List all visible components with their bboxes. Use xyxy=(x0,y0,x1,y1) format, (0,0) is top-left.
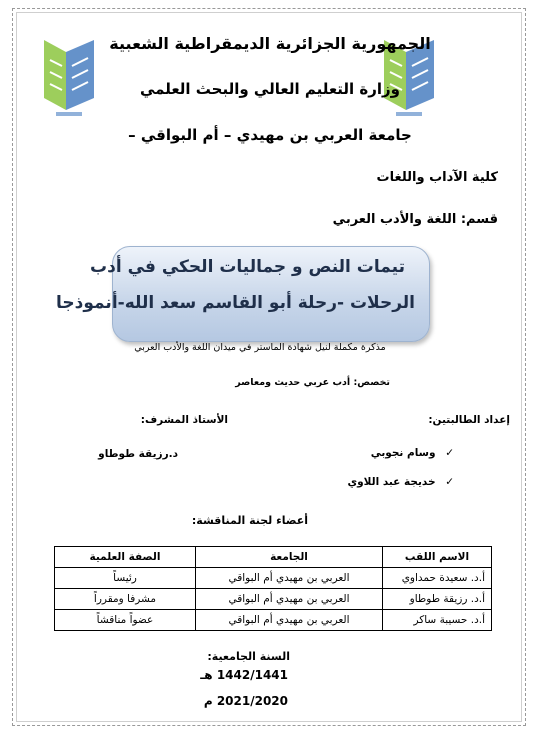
memo-note: مذكرة مكملة لنيل شهادة الماستر في ميدان اللغة والأدب العربي xyxy=(134,342,386,353)
table-cell-university: العربي بن مهيدي أم البواقي xyxy=(196,568,383,589)
republic-heading: الجمهورية الجزائرية الديمقراطية الشعبية xyxy=(109,34,431,53)
department-label: قسم: اللغة والأدب العربي xyxy=(332,212,498,227)
table-cell-name: أ.د. حسيبة ساكر xyxy=(383,610,492,631)
table-header-name: الاسم اللقب xyxy=(383,547,492,568)
academic-year-hijri: 1442/1441 هـ xyxy=(200,668,288,682)
jury-table xyxy=(54,546,492,631)
table-header-row xyxy=(55,547,492,568)
jury-label: أعضاء لجنة المناقشة: xyxy=(191,514,308,527)
students-label: إعداد الطالبتين: xyxy=(428,414,510,426)
faculty-label: كلية الآداب واللغات xyxy=(376,170,498,185)
table-header-rank: الصفة العلمية xyxy=(55,547,196,568)
specialization-label: تخصص: أدب عربي حديث ومعاصر xyxy=(235,377,390,388)
table-cell-rank: عضواً مناقشاً xyxy=(55,610,196,631)
academic-year-label: السنة الجامعية: xyxy=(207,650,290,663)
supervisor-label: الأستاذ المشرف: xyxy=(140,414,228,426)
thesis-title-box xyxy=(56,246,430,342)
table-cell-name: أ.د. سعيدة حمداوي xyxy=(383,568,492,589)
table-row xyxy=(55,589,492,610)
check-icon: ✓ xyxy=(445,476,454,488)
table-cell-rank: رئيساً xyxy=(55,568,196,589)
table-cell-university: العربي بن مهيدي أم البواقي xyxy=(196,589,383,610)
thesis-title-line1: تيمات النص و جماليات الحكي في أدب xyxy=(90,257,405,277)
academic-year-gregorian: 2021/2020 م xyxy=(203,694,288,708)
supervisor-name: د.رزيقة طوطاو xyxy=(98,448,178,460)
university-heading: جامعة العربي بن مهيدي – أم البواقي – xyxy=(128,126,412,144)
thesis-title-line2: الرحلات -رحلة أبو القاسم سعد الله-أنموذجا xyxy=(56,293,415,313)
table-cell-university: العربي بن مهيدي أم البواقي xyxy=(196,610,383,631)
student-name-2: خديجة عبد اللاوي xyxy=(347,476,436,488)
ministry-heading: وزارة التعليم العالي والبحث العلمي xyxy=(139,80,401,98)
student-name-1: وسام نجوبي xyxy=(370,447,436,459)
student-item-2 xyxy=(348,476,454,488)
table-row xyxy=(55,610,492,631)
check-icon: ✓ xyxy=(445,447,454,459)
table-cell-rank: مشرفا ومقرراً xyxy=(55,589,196,610)
table-row xyxy=(55,568,492,589)
table-header-university: الجامعة xyxy=(196,547,383,568)
student-item-1 xyxy=(371,447,454,459)
table-cell-name: أ.د. رزيقة طوطاو xyxy=(383,589,492,610)
